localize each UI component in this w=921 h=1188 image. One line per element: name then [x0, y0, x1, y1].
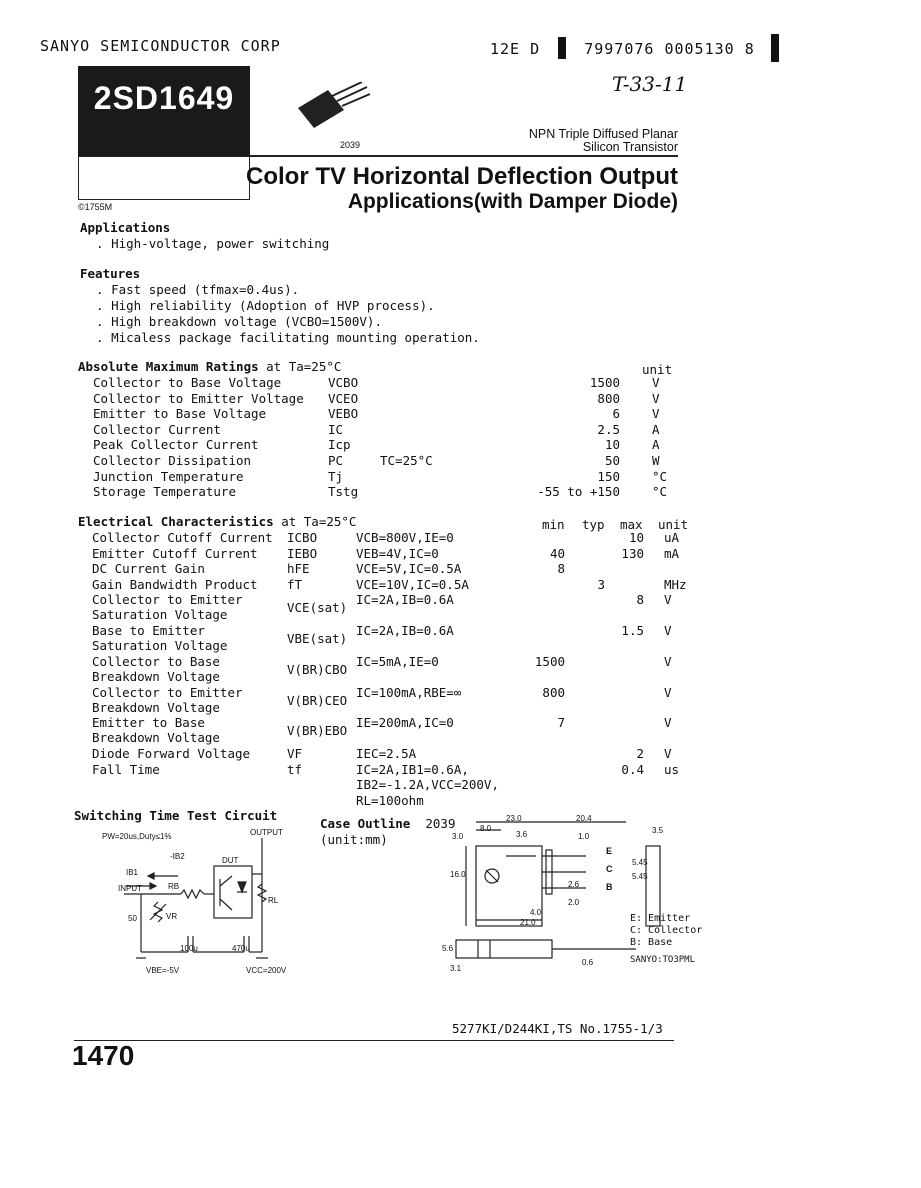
elec-param-symbol: VCE(sat) [287, 600, 348, 615]
elec-param-symbol: V(BR)CEO [287, 693, 348, 708]
abs-param-symbol: VCBO [328, 375, 359, 390]
elec-param-min [500, 577, 565, 593]
elec-param-condition: IE=200mA,IC=0 [356, 715, 454, 730]
elec-param-name2: Breakdown Voltage [92, 669, 220, 685]
elec-param-condition3: RL=100ohm [356, 792, 424, 808]
abs-param-name: Junction Temperature [93, 468, 244, 484]
elec-param-typ: 3 [597, 577, 605, 592]
elec-param-symbol: tf [287, 762, 303, 777]
package-code: 2039 [340, 140, 361, 150]
abs-param-name: Collector to Base Voltage [93, 375, 282, 390]
elec-param-max [600, 654, 644, 670]
dim-3-5: 3.5 [652, 826, 664, 835]
abs-param-value: 150 [597, 468, 620, 484]
elec-param-unit: MHz [664, 577, 687, 592]
abs-param-value: 800 [597, 390, 620, 406]
abs-param-value: 6 [612, 406, 620, 422]
title-rule [248, 155, 678, 157]
elec-param-min: 7 [557, 715, 565, 730]
elec-param-unit: V [664, 592, 672, 607]
feature-item: . High breakdown voltage (VCBO=1500V). [96, 314, 382, 329]
elec-heading: Electrical Characteristics at Ta=25°C [78, 514, 357, 529]
abs-param-value: 10 [604, 437, 620, 453]
elec-param-max [600, 715, 644, 731]
abs-param-unit: V [652, 390, 660, 406]
abs-param-symbol: PC [328, 453, 344, 468]
c1-label: 100u [180, 944, 198, 953]
elec-param-condition: IC=2A,IB1=0.6A, [356, 762, 469, 777]
elec-header-unit: unit [658, 517, 689, 532]
elec-param-symbol: fT [287, 577, 303, 592]
elec-param-condition: IC=2A,IB=0.6A [356, 623, 454, 638]
elec-param-typ [560, 561, 605, 577]
elec-param-name2: Saturation Voltage [92, 638, 228, 654]
elec-param-name: Emitter Cutoff Current [92, 546, 258, 561]
elec-param-min: 800 [542, 685, 565, 700]
elec-param-name2: Breakdown Voltage [92, 730, 220, 746]
elec-param-min [500, 746, 565, 762]
dim-0-6: 0.6 [582, 958, 594, 967]
c2-label: 470u [232, 944, 250, 953]
output-label: OUTPUT [250, 828, 283, 837]
elec-param-max: 2 [636, 746, 644, 761]
abs-param-unit: V [652, 406, 660, 422]
elec-param-name: Base to Emitter [92, 623, 205, 638]
pin-c: C [606, 864, 613, 874]
elec-param-typ [560, 715, 605, 731]
abs-param-unit: V [652, 375, 660, 390]
rl-label: RL [268, 896, 279, 905]
elec-param-name2: Saturation Voltage [92, 607, 228, 623]
case-unit: (unit:mm) [320, 832, 388, 847]
dut-label: DUT [222, 856, 239, 865]
abs-max-heading: Absolute Maximum Ratings at Ta=25°C [78, 359, 342, 374]
abs-param-unit: °C [652, 484, 668, 500]
elec-param-name: Emitter to Base [92, 715, 205, 730]
elec-param-typ [560, 762, 605, 778]
elec-header-typ: typ [582, 517, 605, 532]
pin-b: B [606, 882, 613, 892]
case-outline-drawing [446, 816, 676, 976]
elec-param-max: 1.5 [621, 623, 644, 638]
pw-label: PW=20us,Duty≤1% [102, 832, 172, 841]
elec-param-symbol: V(BR)CBO [287, 662, 348, 677]
title-line1: Color TV Horizontal Deflection Output [246, 163, 678, 190]
elec-param-name: Gain Bandwidth Product [92, 577, 258, 592]
elec-param-name: DC Current Gain [92, 561, 205, 576]
elec-param-unit: V [664, 715, 672, 730]
elec-param-unit: us [664, 762, 680, 777]
abs-param-symbol: IC [328, 421, 344, 437]
elec-param-symbol: ICBO [287, 530, 318, 545]
legend-base: B: Base [630, 937, 673, 948]
elec-param-condition: IC=100mA,RBE=∞ [356, 685, 462, 700]
device-description [470, 128, 678, 154]
dim-8-0: 8.0 [480, 824, 492, 833]
abs-param-value: 50 [604, 453, 620, 468]
part-number: 2SD1649 [93, 80, 235, 116]
description-line1: NPN Triple Diffused Planar [528, 127, 678, 141]
abs-param-value: 2.5 [597, 421, 620, 437]
abs-param-unit: A [652, 421, 660, 437]
abs-param-unit: A [652, 437, 660, 453]
abs-param-value: 1500 [589, 375, 620, 390]
abs-param-name: Collector to Emitter Voltage [93, 390, 304, 406]
elec-param-min [500, 530, 565, 546]
abs-max-unit-header: unit [642, 362, 673, 377]
elec-param-name2: Breakdown Voltage [92, 700, 220, 716]
elec-param-typ [560, 746, 605, 762]
rb-label: RB [168, 882, 180, 891]
page-number: 1470 [72, 1040, 135, 1071]
feature-item: . Micaless package facilitating mounting operation. [96, 330, 480, 345]
elec-param-unit: V [664, 685, 672, 700]
dim-4-0: 4.0 [530, 908, 542, 917]
elec-param-condition: VCB=800V,IE=0 [356, 530, 454, 545]
dim-1-0: 1.0 [578, 832, 590, 841]
blank-box [78, 156, 250, 200]
elec-param-max: 130 [621, 546, 644, 561]
dim-21-0: 21.0 [520, 918, 536, 927]
legend-emitter: E: Emitter [630, 913, 691, 924]
vbe-label: VBE=-5V [146, 966, 180, 975]
applications-heading: Applications [80, 220, 171, 235]
elec-param-name: Diode Forward Voltage [92, 746, 251, 761]
abs-param-symbol: VEBO [328, 406, 359, 422]
elec-param-condition: IC=2A,IB=0.6A [356, 592, 454, 607]
elec-param-condition: IC=5mA,IE=0 [356, 654, 439, 669]
abs-param-value: -55 to +150 [537, 484, 620, 500]
elec-param-name: Fall Time [92, 762, 160, 777]
abs-param-name: Collector Current [93, 421, 221, 437]
elec-param-max [600, 685, 644, 701]
ib2-label: -IB2 [170, 852, 185, 861]
elec-param-min: 1500 [534, 654, 565, 669]
dim-2-0: 2.0 [568, 898, 580, 907]
barcode-mark [558, 37, 566, 59]
elec-param-max [600, 561, 644, 577]
switching-heading: Switching Time Test Circuit [74, 808, 278, 823]
abs-param-unit: °C [652, 468, 668, 484]
elec-param-name: Collector to Emitter [92, 592, 243, 607]
dim-5-45a: 5.45 [632, 858, 648, 867]
elec-header-max: max [620, 517, 643, 532]
description-line2: Silicon Transistor [582, 140, 678, 154]
dim-16-0: 16.0 [450, 870, 466, 879]
elec-param-max [600, 577, 644, 593]
elec-param-min: 8 [557, 561, 565, 576]
elec-param-typ [560, 654, 605, 670]
company-name: SANYO SEMICONDUCTOR CORP [40, 37, 281, 55]
case-heading: Case Outline 2039 [320, 816, 456, 831]
elec-param-typ [560, 530, 605, 546]
vcc-label: VCC=200V [246, 966, 287, 975]
elec-param-typ [560, 546, 605, 562]
elec-param-unit: V [664, 654, 672, 669]
dim-2-6: 2.6 [568, 880, 580, 889]
dim-5-6: 5.6 [442, 944, 454, 953]
elec-param-symbol: V(BR)EBO [287, 723, 348, 738]
abs-param-symbol: VCEO [328, 390, 359, 406]
dim-3-0: 3.0 [452, 832, 464, 841]
elec-param-unit: uA [664, 530, 680, 545]
elec-param-unit: V [664, 623, 672, 638]
footer-rule [74, 1040, 674, 1041]
features-heading: Features [80, 266, 141, 281]
package-name: SANYO:TO3PML [630, 955, 696, 965]
barcode-text: 7997076 0005130 8 [584, 40, 755, 58]
elec-param-typ [560, 592, 605, 608]
dim-20-4: 20.4 [576, 814, 592, 823]
dim-3-1: 3.1 [450, 964, 462, 973]
abs-param-name: Peak Collector Current [93, 437, 259, 453]
elec-param-condition: VCE=10V,IC=0.5A [356, 577, 469, 592]
elec-param-name: Collector to Emitter [92, 685, 243, 700]
dim-23: 23.0 [506, 814, 522, 823]
elec-param-condition: IEC=2.5A [356, 746, 417, 761]
elec-param-condition2: IB2=-1.2A,VCC=200V, [356, 777, 499, 793]
abs-param-symbol: Icp [328, 437, 351, 453]
elec-param-min [500, 592, 565, 608]
abs-param-symbol: Tstg [328, 484, 359, 500]
elec-param-condition: VEB=4V,IC=0 [356, 546, 439, 561]
title-line2: Applications(with Damper Diode) [347, 190, 678, 213]
elec-param-min [500, 623, 565, 639]
abs-param-symbol: Tj [328, 468, 344, 484]
dim-5-45b: 5.45 [632, 872, 648, 881]
elec-param-min [500, 762, 565, 778]
elec-param-max: 0.4 [621, 762, 644, 777]
elec-param-symbol: VBE(sat) [287, 631, 348, 646]
handwritten-note: T-33-11 [612, 72, 688, 96]
ib1-label: IB1 [126, 868, 139, 877]
application-item: . High-voltage, power switching [96, 236, 330, 251]
elec-param-symbol: IEBO [287, 546, 318, 561]
elec-param-symbol: hFE [287, 561, 310, 576]
barcode-mark-end [771, 34, 779, 62]
elec-param-unit: V [664, 746, 672, 761]
elec-param-condition: VCE=5V,IC=0.5A [356, 561, 462, 576]
document-reference: 5277KI/D244KI,TS No.1755-1/3 [452, 1021, 663, 1036]
package-icon [292, 82, 372, 142]
abs-param-name: Storage Temperature [93, 484, 236, 500]
elec-param-max: 10 [628, 530, 644, 545]
elec-param-symbol: VF [287, 746, 303, 761]
dim-3-6: 3.6 [516, 830, 528, 839]
r50-label: 50 [128, 914, 137, 923]
abs-param-condition: TC=25°C [380, 453, 433, 468]
vr-label: VR [166, 912, 178, 921]
pin-legend [630, 913, 702, 949]
header-code-prefix: 12E D [490, 40, 541, 58]
abs-param-name: Collector Dissipation [93, 453, 252, 468]
abs-param-name: Emitter to Base Voltage [93, 406, 267, 422]
header-code [490, 34, 779, 62]
input-label: INPUT [118, 884, 142, 893]
elec-param-typ [560, 623, 605, 639]
elec-param-typ [560, 685, 605, 701]
feature-item: . Fast speed (tfmax=0.4us). [96, 282, 300, 297]
copyright: ©1755M [78, 202, 113, 212]
elec-param-name: Collector Cutoff Current [92, 530, 273, 545]
elec-param-min: 40 [549, 546, 565, 561]
abs-param-unit: W [652, 453, 660, 468]
elec-header-min: min [542, 517, 565, 532]
elec-param-unit: mA [664, 546, 680, 561]
elec-param-name: Collector to Base [92, 654, 220, 669]
elec-param-max: 8 [636, 592, 644, 607]
feature-item: . High reliability (Adoption of HVP process). [96, 298, 435, 313]
part-number-box [78, 66, 250, 156]
legend-collector: C: Collector [630, 925, 703, 936]
pin-e: E [606, 846, 613, 856]
